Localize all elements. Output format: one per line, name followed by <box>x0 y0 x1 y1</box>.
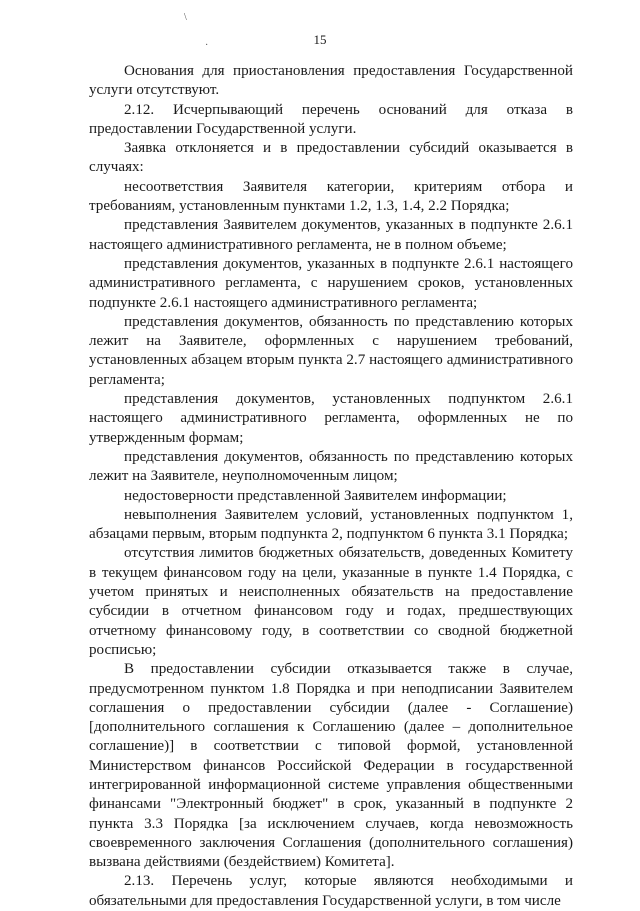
paragraph: представления документов, обязанность по представлению которых лежит на Заявителе, оформленных с нарушением требований, установленных абзацем вторым пункта 2.7 настоящего административного регламента; <box>89 313 573 388</box>
paragraph: несоответствия Заявителя категории, критериям отбора и требованиям, установленным пунктами 1.2, 1.3, 1.4, 2.2 Порядка; <box>89 178 573 215</box>
body-text <box>89 62 573 911</box>
paragraph: Заявка отклоняется и в предоставлении субсидий оказывается в случаях: <box>89 140 573 176</box>
paragraph: отсутствия лимитов бюджетных обязательств, доведенных Комитету в текущем финансовом году на цели, указанные в пункте 1.4 Порядка, с учетом принятых и неисполненных обязательств на предоставление субсидии в отчетном финансовом году и годах, предшествующих отчетному финансовому году, в соответствии со сводной бюджетной росписью; <box>89 545 573 658</box>
paragraph: Основания для приостановления предоставления Государственной услуги отсутствуют. <box>89 63 573 99</box>
paragraph: В предоставлении субсидии отказывается также в случае, предусмотренном пунктом 1.8 Порядка и при неподписании Заявителем соглашения о предоставлении субсидии (далее - Соглашение) [дополнительного соглашения к Соглашению (далее – дополнительное соглашение)] в соответствии с типовой формой, установленной Министерством финансов Российской Федерации в государственной интегрированной информационной системе управления общественными финансами "Электронный бюджет" в срок, указанный в подпункте 2 пункта 3.3 Порядка [за исключением случаев, когда невозможность своевременного заключения Соглашения (дополнительного соглашения) вызвана действиями (бездействием) Комитета]. <box>89 661 573 871</box>
scan-mark: · <box>205 40 209 51</box>
paragraph: представления документов, обязанность по представлению которых лежит на Заявителе, неуполномоченным лицом; <box>89 448 573 485</box>
paragraph: 2.13. Перечень услуг, которые являются необходимыми и обязательными для предоставления Государственной услуги, в том числе <box>89 873 573 909</box>
paragraph: представления Заявителем документов, указанных в подпункте 2.6.1 настоящего административного регламента, не в полном объеме; <box>89 217 573 253</box>
page-number: 15 <box>313 32 327 47</box>
paragraph: представления документов, установленных подпунктом 2.6.1 настоящего административного регламента, оформленных не по утвержденным формам; <box>89 391 573 446</box>
paragraph: недостоверности представленной Заявителем информации; <box>124 487 507 504</box>
paragraph: представления документов, указанных в подпункте 2.6.1 настоящего административного регламента, с нарушением сроков, установленных подпункте 2.6.1 настоящего административного регламента; <box>89 255 573 311</box>
paragraph: 2.12. Исчерпывающий перечень оснований для отказа в предоставлении Государственной услуги. <box>89 101 573 137</box>
paragraph: невыполнения Заявителем условий, установленных подпунктом 1, абзацами первым, вторым подпункта 2, подпунктом 6 пункта 3.1 Порядка; <box>89 506 573 543</box>
scan-mark: \ <box>184 12 187 23</box>
